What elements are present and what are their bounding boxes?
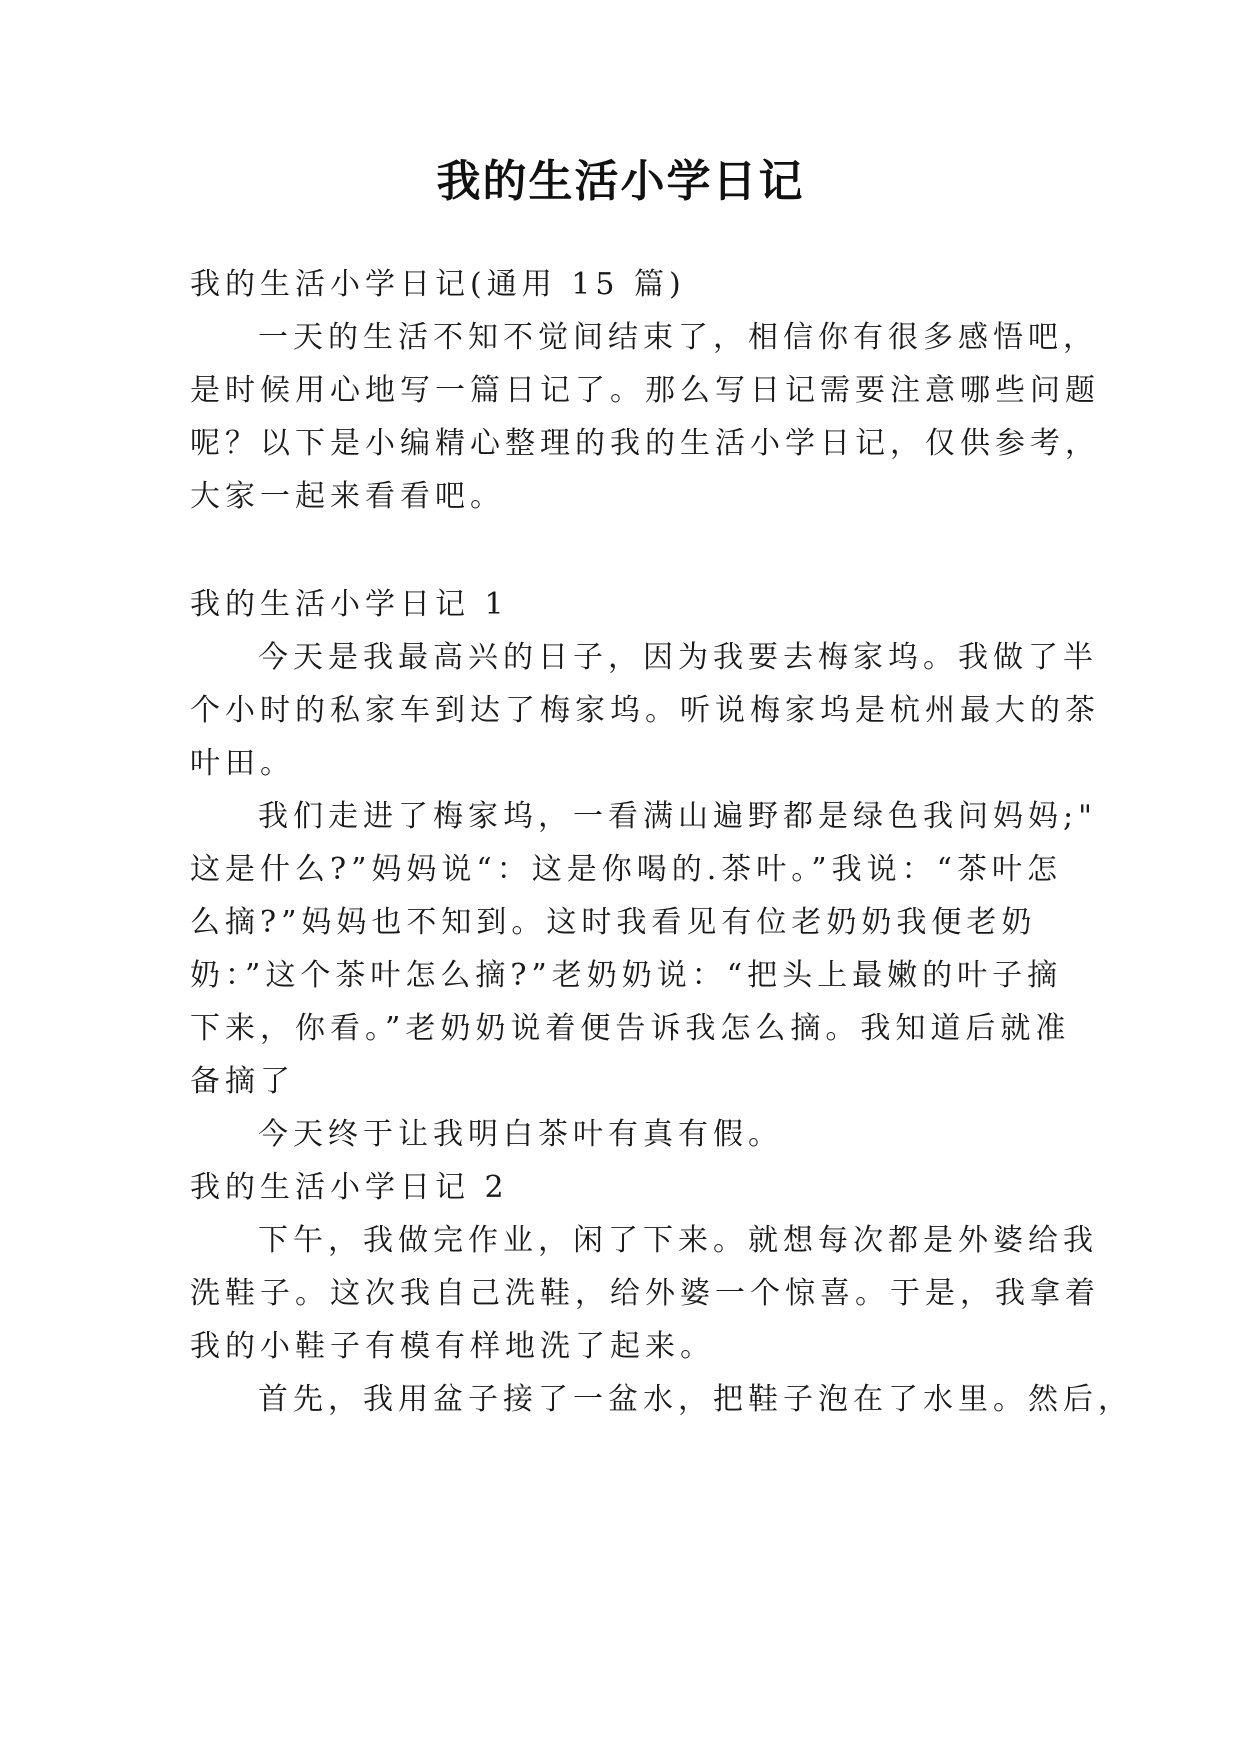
- paragraph-line: 洗鞋子。这次我自己洗鞋，给外婆一个惊喜。于是，我拿着: [190, 1276, 1100, 1311]
- paragraph-line: 今天终于让我明白茶叶有真有假。: [258, 1117, 783, 1152]
- section-heading: 我的生活小学日记 2: [190, 1170, 509, 1205]
- paragraph-line: 我们走进了梅家坞，一看满山遍野都是绿色我问妈妈;": [258, 799, 1097, 834]
- section-heading: 我的生活小学日记 1: [190, 587, 509, 622]
- paragraph-line: 大家一起来看看吧。: [190, 479, 505, 514]
- document-title: 我的生活小学日记: [436, 156, 805, 207]
- paragraph-line: 我的小鞋子有模有样地洗了起来。: [190, 1329, 715, 1364]
- paragraph-line: 下午，我做完作业，闲了下来。就想每次都是外婆给我: [258, 1223, 1098, 1258]
- paragraph-line: 呢？以下是小编精心整理的我的生活小学日记，仅供参考，: [190, 426, 1100, 461]
- paragraph-line: 下来，你看。”老奶奶说着便告诉我怎么摘。我知道后就准: [190, 1011, 1071, 1046]
- subtitle-line: 我的生活小学日记(通用 15 篇): [190, 267, 686, 302]
- paragraph-line: 个小时的私家车到达了梅家坞。听说梅家坞是杭州最大的茶: [190, 693, 1100, 728]
- paragraph-line: 备摘了: [190, 1064, 295, 1099]
- paragraph-line: 么摘?”妈妈也不知到。这时我看见有位老奶奶我便老奶: [190, 905, 1037, 940]
- paragraph-line: 叶田。: [190, 746, 295, 781]
- paragraph-line: 是时候用心地写一篇日记了。那么写日记需要注意哪些问题: [190, 373, 1100, 408]
- paragraph-line: 一天的生活不知不觉间结束了，相信你有很多感悟吧，: [258, 320, 1098, 355]
- paragraph-line: 今天是我最高兴的日子，因为我要去梅家坞。我做了半: [258, 640, 1098, 675]
- paragraph-line: 这是什么?”妈妈说“：这是你喝的.茶叶。”我说：“茶叶怎: [190, 852, 1062, 887]
- paragraph-line: 首先，我用盆子接了一盆水，把鞋子泡在了水里。然后，: [258, 1382, 1133, 1417]
- paragraph-line: 奶：”这个茶叶怎么摘?”老奶奶说：“把头上最嫩的叶子摘: [190, 958, 1063, 993]
